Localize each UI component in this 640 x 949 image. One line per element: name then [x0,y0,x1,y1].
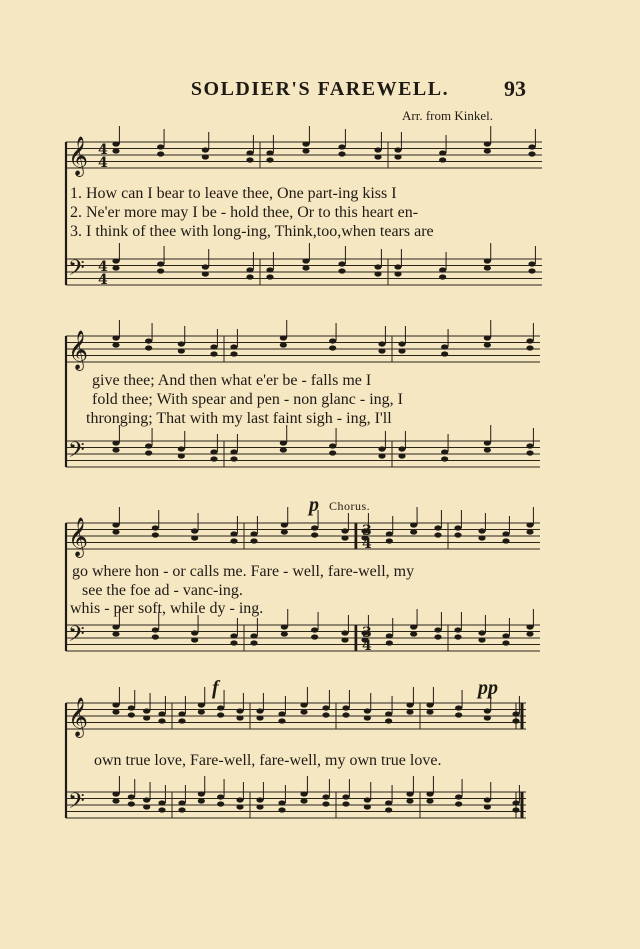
lyric-line: 1. How can I bear to leave thee, One part-ing kiss I [70,185,397,202]
note-head [112,791,119,796]
note-head [528,151,535,156]
note-head [230,633,237,638]
note-head [191,630,198,635]
note-head [158,800,165,805]
note-head [256,804,263,809]
note-head [484,265,491,270]
lyric-line: 2. Ne'er more may I be - hold thee, Or to this heart en- [70,204,419,221]
note-head [198,791,205,796]
note-head [217,705,224,710]
note-head [329,338,336,343]
note-head [230,344,237,349]
note-head [386,633,393,638]
time-signature-top: 4 [98,142,108,158]
note-head [143,715,150,720]
note-head [342,801,349,806]
bass-clef: 𝄢 [68,622,85,652]
note-head [374,271,381,276]
note-head [281,624,288,629]
note-head [157,261,164,266]
note-head [198,709,205,714]
note-head [386,538,393,543]
note-head [280,342,287,347]
note-head [378,348,385,353]
note-head [230,456,237,461]
note-head [202,147,209,152]
note-head [157,144,164,149]
page-number: 93 [504,76,526,101]
note-head [281,529,288,534]
note-head [426,702,433,707]
note-head [364,715,371,720]
note-head [300,798,307,803]
note-head [178,453,185,458]
note-head [398,341,405,346]
time-signature-top: 3 [362,625,372,641]
note-head [217,794,224,799]
note-head [198,798,205,803]
bass-clef: 𝄢 [68,256,85,286]
note-head [143,804,150,809]
note-head [410,631,417,636]
lyric-line: give thee; And then what e'er be - falls me I [92,372,372,389]
note-head [152,634,159,639]
note-head [342,712,349,717]
note-head [210,344,217,349]
note-head [128,794,135,799]
note-head [528,261,535,266]
note-head [338,151,345,156]
note-head [302,265,309,270]
note-head [112,702,119,707]
note-head [202,271,209,276]
note-head [302,258,309,263]
note-head [266,150,273,155]
note-head [250,633,257,638]
note-head [342,705,349,710]
note-head [406,798,413,803]
note-head [143,708,150,713]
bass-clef: 𝄢 [68,438,85,468]
note-head [484,148,491,153]
note-head [322,705,329,710]
note-head [236,708,243,713]
note-head [374,154,381,159]
note-head [311,532,318,537]
note-head [143,797,150,802]
note-head [398,446,405,451]
note-head [158,718,165,723]
note-head [454,532,461,537]
note-head [378,341,385,346]
note-head [528,268,535,273]
note-head [202,264,209,269]
note-head [454,634,461,639]
note-head [152,532,159,537]
note-head [526,345,533,350]
note-head [112,529,119,534]
note-head [454,525,461,530]
note-head [266,267,273,272]
note-head [210,456,217,461]
note-head [158,807,165,812]
note-head [394,264,401,269]
note-head [455,794,462,799]
note-head [526,631,533,636]
note-head [112,265,119,270]
note-head [246,267,253,272]
note-head [322,712,329,717]
lyric-line: see the foe ad - vanc-ing. [82,582,243,599]
note-head [246,274,253,279]
note-head [434,634,441,639]
note-head [112,624,119,629]
chorus-label: Chorus. [329,499,371,513]
note-head [250,538,257,543]
note-head [329,450,336,455]
note-head [112,148,119,153]
note-head [439,150,446,155]
note-head [266,157,273,162]
time-signature-top: 4 [98,259,108,275]
note-head [112,141,119,146]
note-head [441,344,448,349]
note-head [217,712,224,717]
note-head [484,797,491,802]
note-head [246,157,253,162]
note-head [250,531,257,536]
note-head [329,345,336,350]
note-head [191,535,198,540]
arranger-credit: Arr. from Kinkel. [402,108,493,123]
note-head [152,627,159,632]
note-head [364,797,371,802]
note-head [256,797,263,802]
note-head [145,450,152,455]
note-head [526,529,533,534]
note-head [385,718,392,723]
dynamic-piano: p [309,494,319,516]
note-head [230,449,237,454]
treble-clef: 𝄞 [68,697,89,737]
note-head [230,351,237,356]
note-head [454,627,461,632]
note-head [502,531,509,536]
note-head [278,800,285,805]
note-head [311,634,318,639]
note-head [338,144,345,149]
note-head [311,525,318,530]
note-head [280,335,287,340]
bass-clef: 𝄢 [68,789,85,819]
note-head [385,711,392,716]
note-head [236,715,243,720]
note-head [302,148,309,153]
note-head [322,794,329,799]
note-head [378,453,385,458]
lyric-line: fold thee; With spear and pen - non glanc - ing, I [92,391,403,408]
note-head [406,702,413,707]
note-head [484,447,491,452]
note-head [484,342,491,347]
note-head [478,535,485,540]
note-head [266,274,273,279]
note-head [178,718,185,723]
note-head [302,141,309,146]
note-head [410,522,417,527]
note-head [484,258,491,263]
note-head [281,631,288,636]
note-head [178,348,185,353]
note-head [210,351,217,356]
note-head [157,268,164,273]
note-head [378,446,385,451]
note-head [112,798,119,803]
note-head [528,144,535,149]
note-head [478,637,485,642]
note-head [526,338,533,343]
note-head [342,794,349,799]
note-head [341,535,348,540]
note-head [217,801,224,806]
note-head [112,440,119,445]
note-head [210,449,217,454]
note-head [394,271,401,276]
note-head [152,525,159,530]
note-head [256,708,263,713]
note-head [300,709,307,714]
note-head [484,804,491,809]
note-head [484,335,491,340]
note-head [128,801,135,806]
note-head [434,525,441,530]
note-head [386,640,393,645]
note-head [434,627,441,632]
note-head [145,443,152,448]
note-head [484,141,491,146]
note-head [341,528,348,533]
note-head [230,538,237,543]
note-head [329,443,336,448]
note-head [300,791,307,796]
note-head [406,791,413,796]
note-head [278,807,285,812]
note-head [526,624,533,629]
note-head [478,528,485,533]
note-head [230,531,237,536]
note-head [191,528,198,533]
note-head [278,711,285,716]
note-head [198,702,205,707]
note-head [178,446,185,451]
note-head [157,151,164,156]
note-head [455,712,462,717]
note-head [526,450,533,455]
note-head [280,440,287,445]
dynamic-pianissimo: pp [478,677,498,699]
note-head [158,711,165,716]
treble-clef: 𝄞 [68,517,89,557]
note-head [112,335,119,340]
note-head [434,532,441,537]
time-signature-bottom: 4 [98,155,108,171]
time-signature-bottom: 4 [98,272,108,288]
note-head [300,702,307,707]
note-head [236,804,243,809]
note-head [426,709,433,714]
note-head [322,801,329,806]
note-head [280,447,287,452]
time-signature-bottom: 4 [362,638,372,654]
note-head [112,709,119,714]
note-head [526,522,533,527]
note-head [439,157,446,162]
note-head [338,261,345,266]
note-head [112,342,119,347]
time-signature-top: 3 [362,523,372,539]
dynamic-forte: f [212,677,219,699]
note-head [145,345,152,350]
note-head [281,522,288,527]
note-head [374,264,381,269]
note-head [236,797,243,802]
note-head [502,640,509,645]
note-head [178,341,185,346]
treble-clef: 𝄞 [68,330,89,370]
note-head [364,708,371,713]
lyric-line: 3. I think of thee with long-ing, Think,too,when tears are [70,223,434,240]
note-head [502,538,509,543]
note-head [406,709,413,714]
note-head [341,630,348,635]
time-signature-bottom: 4 [362,536,372,552]
page-title: SOLDIER'S FAREWELL. [190,78,450,100]
note-head [191,637,198,642]
note-head [246,150,253,155]
note-head [112,258,119,263]
note-head [311,627,318,632]
note-head [178,807,185,812]
note-head [128,712,135,717]
lyric-line: whis - per soft, while dy - ing. [70,600,264,617]
note-head [256,715,263,720]
note-head [410,624,417,629]
note-head [426,791,433,796]
note-head [455,705,462,710]
note-head [441,456,448,461]
note-head [398,453,405,458]
note-head [178,800,185,805]
lyric-line: go where hon - or calls me. Fare - well, fare-well, my [72,563,415,580]
note-head [386,531,393,536]
note-head [410,529,417,534]
note-head [484,440,491,445]
note-head [178,711,185,716]
note-head [250,640,257,645]
lyric-line: own true love, Fare-well, fare-well, my own true love. [94,752,442,769]
note-head [112,522,119,527]
note-head [398,348,405,353]
note-head [441,351,448,356]
note-head [439,267,446,272]
note-head [385,807,392,812]
note-head [394,154,401,159]
note-head [502,633,509,638]
note-head [112,631,119,636]
note-head [385,800,392,805]
note-head [484,715,491,720]
lyric-line: thronging; That with my last faint sigh - ing, I'll [86,410,392,427]
note-head [441,449,448,454]
note-head [374,147,381,152]
note-head [230,640,237,645]
note-head [341,637,348,642]
note-head [455,801,462,806]
note-head [364,804,371,809]
treble-clef: 𝄞 [68,136,89,176]
note-head [338,268,345,273]
note-head [202,154,209,159]
note-head [426,798,433,803]
note-head [484,708,491,713]
note-head [439,274,446,279]
note-head [128,705,135,710]
note-head [112,447,119,452]
note-head [278,718,285,723]
note-head [526,443,533,448]
note-head [478,630,485,635]
note-head [145,338,152,343]
note-head [394,147,401,152]
